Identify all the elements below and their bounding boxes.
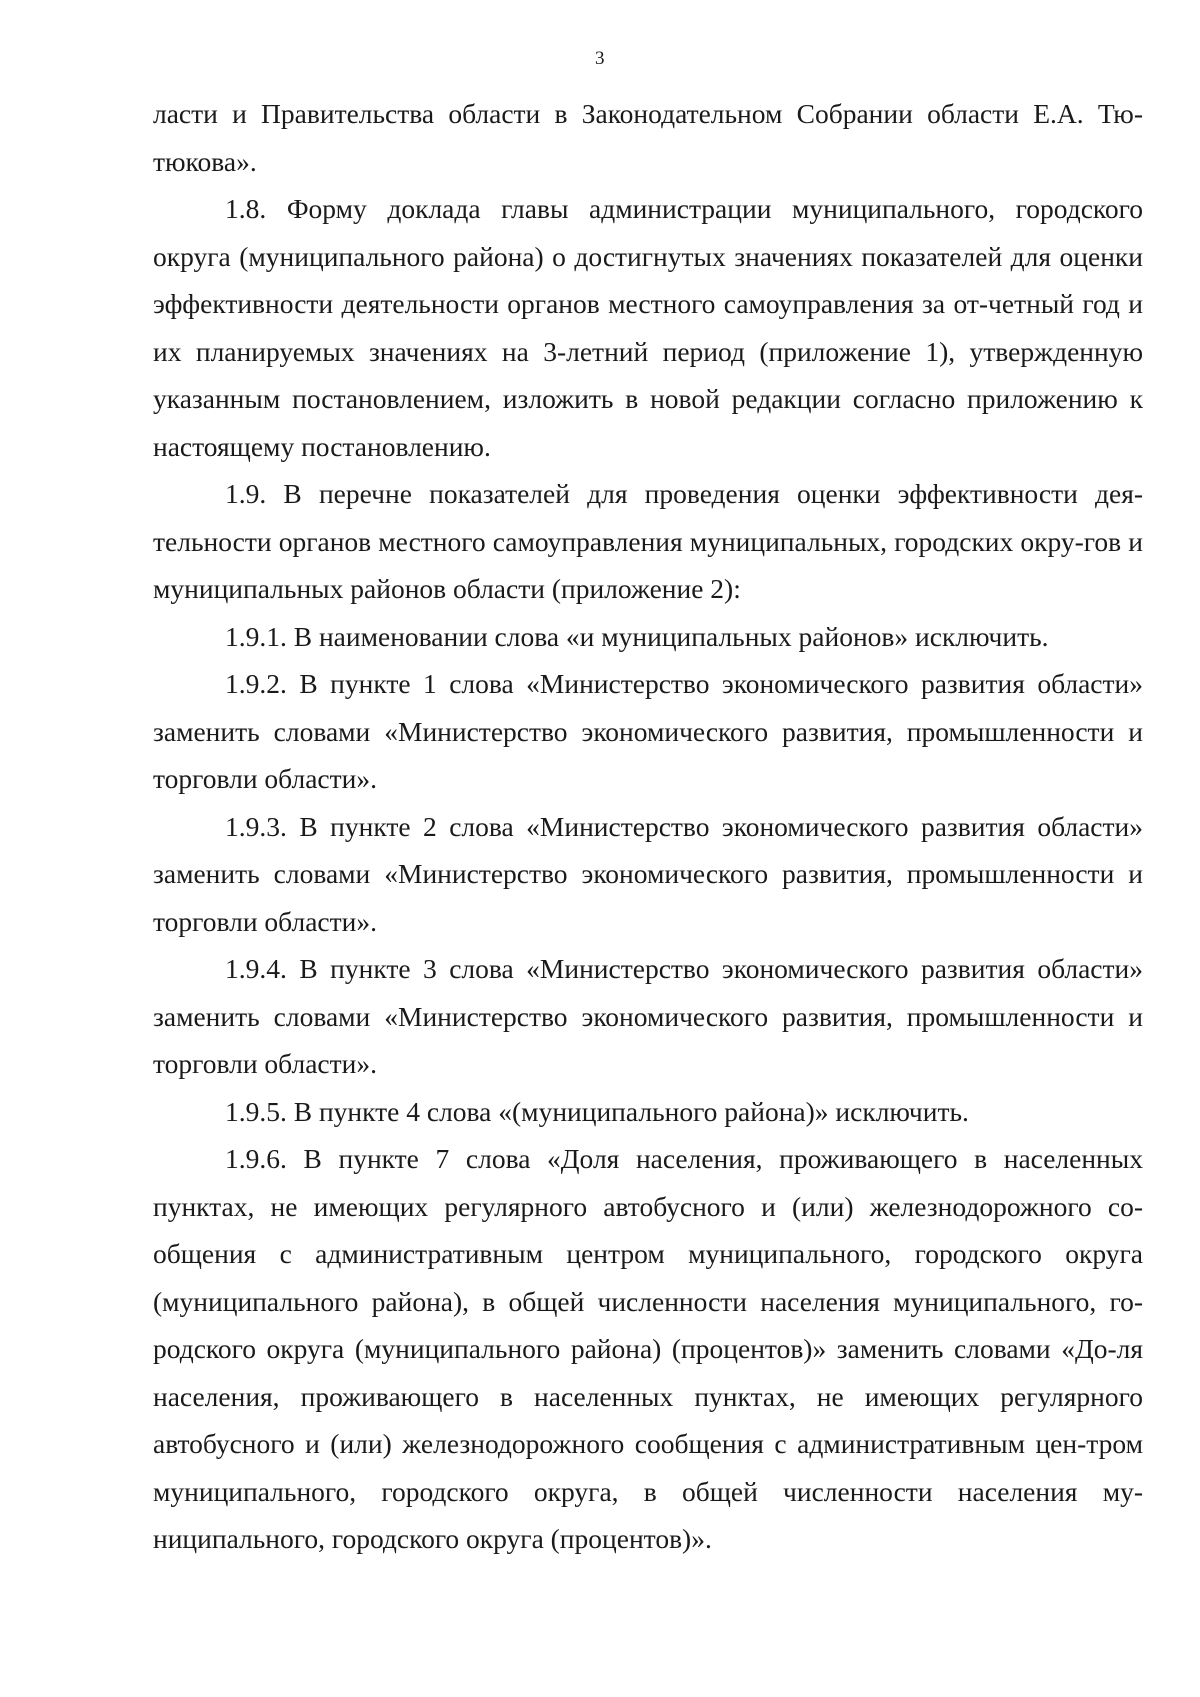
paragraph-1-9-1: 1.9.1. В наименовании слова «и муниципальных районов» исключить. bbox=[225, 620, 1049, 652]
paragraph-1-9-2: 1.9.2. В пункте 1 слова «Министерство экономического развития области» заменить словами «Министерство экономического развития, промышленности и торговли области». bbox=[153, 668, 1143, 794]
document-body bbox=[153, 90, 1143, 1563]
paragraph-1-9-5: 1.9.5. В пункте 4 слова «(муниципального района)» исключить. bbox=[225, 1095, 969, 1127]
paragraph-1-8: 1.8. Форму доклада главы администрации муниципального, городского округа (муниципального района) о достигнутых значениях показателей для оценки эффективности деятельности органов местного самоуправления за от-четный год и их планируемых значениях на 3-летний период (приложение 1), утвержденную указанным постановлением, изложить в новой редакции согласно приложению к настоящему постановлению. bbox=[153, 193, 1143, 462]
paragraph-continuation: ласти и Правительства области в Законодательном Собрании области Е.А. Тю-тюкова». bbox=[153, 98, 1143, 177]
paragraph-1-9-6: 1.9.6. В пункте 7 слова «Доля населения, проживающего в населенных пунктах, не имеющих регулярного автобусного и (или) железнодорожного со-общения с административным центром муниципального, городского округа (муниципального района), в общей численности населения муниципального, го-родского округа (муниципального района) (процентов)» заменить словами «До-ля населения, проживающего в населенных пунктах, не имеющих регулярного автобусного и (или) железнодорожного сообщения с административным цен-тром муниципального, городского округа, в общей численности населения му-ниципального, городского округа (процентов)». bbox=[153, 1143, 1143, 1554]
paragraph-1-9-4: 1.9.4. В пункте 3 слова «Министерство экономического развития области» заменить словами «Министерство экономического развития, промышленности и торговли области». bbox=[153, 953, 1143, 1079]
page-number: 3 bbox=[595, 48, 605, 69]
paragraph-1-9-3: 1.9.3. В пункте 2 слова «Министерство экономического развития области» заменить словами «Министерство экономического развития, промышленности и торговли области». bbox=[153, 810, 1143, 937]
paragraph-1-9: 1.9. В перечне показателей для проведения оценки эффективности дея-тельности органов местного самоуправления муниципальных, городских окру-гов и муниципальных районов области (приложение 2): bbox=[153, 478, 1143, 604]
